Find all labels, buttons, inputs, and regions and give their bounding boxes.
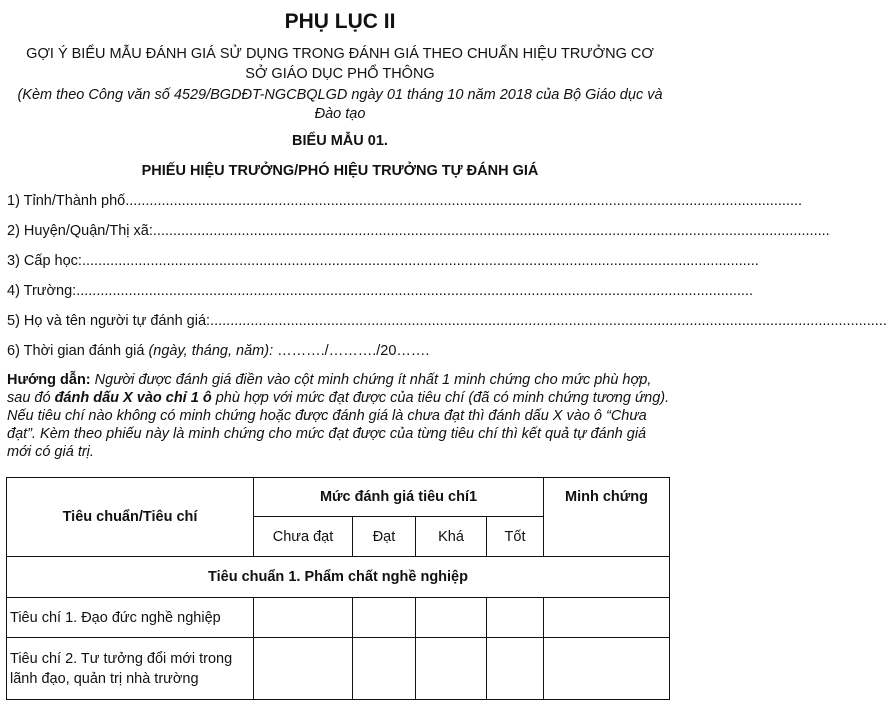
header-criteria: Tiêu chuẩn/Tiêu chí xyxy=(7,478,254,557)
level-achieved: Đạt xyxy=(353,517,416,557)
form-code: BIỂU MẪU 01. xyxy=(292,133,388,149)
field-province-dots: ........................................................................................................................................................................ xyxy=(125,193,803,209)
field-school-level-label: 3) Cấp học: xyxy=(7,253,82,269)
instructions-part1: Người được đánh giá điền vào cột minh chứng ít nhất 1 minh chứng cho mức phù hợp, sau đó xyxy=(7,372,652,406)
level-excellent: Tốt xyxy=(487,517,544,557)
field-assessor-name-label: 5) Họ và tên người tự đánh giá: xyxy=(7,313,211,329)
criterion-1-good-cell[interactable] xyxy=(416,598,487,638)
appendix-title: PHỤ LỤC II xyxy=(284,10,396,33)
form-title: PHIẾU HIỆU TRƯỞNG/PHÓ HIỆU TRƯỞNG TỰ ĐÁNH GIÁ xyxy=(141,163,539,179)
appendix-note: (Kèm theo Công văn số 4529/BGDĐT-NGCBQLGD ngày 01 tháng 10 năm 2018 của Bộ Giáo dục và Đào tạo xyxy=(17,87,663,122)
table-row xyxy=(7,598,670,638)
level-good: Khá xyxy=(416,517,487,557)
header-level: Mức đánh giá tiêu chí1 xyxy=(254,478,544,517)
criterion-2-achieved-cell[interactable] xyxy=(353,638,416,700)
field-district-dots: ........................................................................................................................................................................ xyxy=(152,223,830,239)
field-province-label: 1) Tỉnh/Thành phố xyxy=(7,193,126,209)
field-province[interactable] xyxy=(7,192,803,210)
instructions-emphasis: đánh dấu X vào chỉ 1 ô xyxy=(54,390,212,406)
appendix-subtitle: GỢI Ý BIỂU MẪU ĐÁNH GIÁ SỬ DỤNG TRONG ĐÁNH GIÁ THEO CHUẨN HIỆU TRƯỞNG CƠ SỞ GIÁO DỤC PHỔ THÔNG xyxy=(26,46,654,82)
criterion-2-excellent-cell[interactable] xyxy=(487,638,544,700)
table-row xyxy=(7,638,670,700)
criterion-2-not-achieved-cell[interactable] xyxy=(254,638,353,700)
criterion-2-name: Tiêu chí 2. Tư tưởng đổi mới trong lãnh đạo, quản trị nhà trường xyxy=(7,638,254,700)
field-assessment-time[interactable] xyxy=(7,342,597,360)
criterion-2-evidence-cell[interactable] xyxy=(544,638,670,700)
criterion-1-achieved-cell[interactable] xyxy=(353,598,416,638)
field-time-hint: (ngày, tháng, năm): xyxy=(148,343,274,359)
field-assessor-name-dots: ........................................................................................................................................................................ xyxy=(210,313,887,329)
field-time-label: 6) Thời gian đánh giá xyxy=(7,343,149,359)
field-time-value: ………./………./20……. xyxy=(273,343,430,359)
criterion-1-excellent-cell[interactable] xyxy=(487,598,544,638)
field-school-level-dots: ........................................................................................................................................................................ xyxy=(81,253,759,269)
criterion-1-not-achieved-cell[interactable] xyxy=(254,598,353,638)
instructions-part2: phù hợp với mức đạt được của tiêu chí (đã có minh chứng tương ứng). Nếu tiêu chí nào không có minh chứng hoặc được đánh giá là chưa đạt thì đánh dấu X vào ô “Chưa đạt”. Kèm theo phiếu này là minh chứng cho mức đạt được của từng tiêu chí thì kết quả tự đánh giá mới có giá trị. xyxy=(7,390,670,460)
field-school[interactable] xyxy=(7,282,753,300)
field-school-label: 4) Trường: xyxy=(7,283,77,299)
assessment-table xyxy=(6,477,670,700)
criterion-2-good-cell[interactable] xyxy=(416,638,487,700)
criterion-1-name: Tiêu chí 1. Đạo đức nghề nghiệp xyxy=(7,598,254,638)
instructions xyxy=(7,371,671,461)
header-evidence: Minh chứng xyxy=(544,478,670,557)
field-school-dots: ........................................................................................................................................................................ xyxy=(76,283,753,299)
level-not-achieved: Chưa đạt xyxy=(254,517,353,557)
section-standard-1: Tiêu chuẩn 1. Phẩm chất nghề nghiệp xyxy=(7,557,670,598)
criterion-1-evidence-cell[interactable] xyxy=(544,598,670,638)
field-assessor-name[interactable] xyxy=(7,312,887,330)
field-school-level[interactable] xyxy=(7,252,759,270)
field-district[interactable] xyxy=(7,222,830,240)
instructions-label: Hướng dẫn: xyxy=(7,372,91,388)
field-district-label: 2) Huyện/Quận/Thị xã: xyxy=(7,223,153,239)
